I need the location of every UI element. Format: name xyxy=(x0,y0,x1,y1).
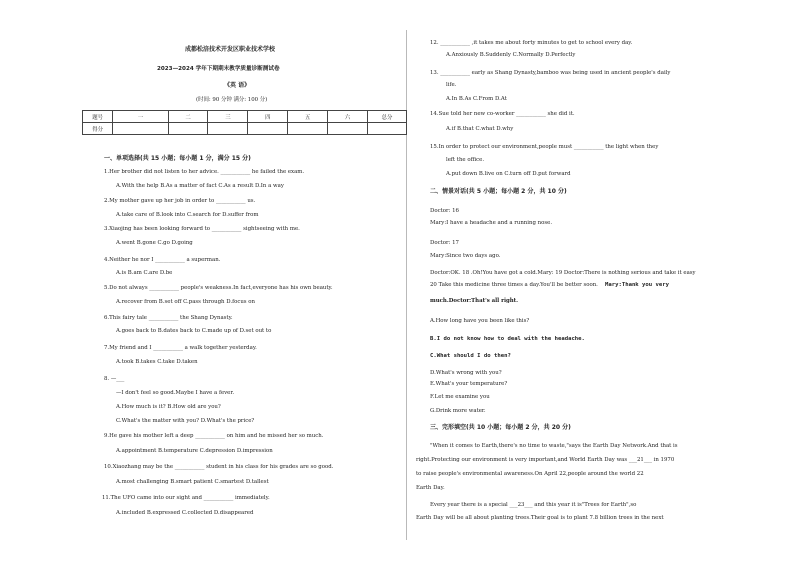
passage-line: Every year there is a special ___23___ and this year it is"Trees for Earth",so xyxy=(430,502,637,508)
question-7: 7.My friend and I ___________ a walk together yesterday. xyxy=(104,345,257,351)
score-value-row xyxy=(83,123,407,135)
option-a: A.How long have you been like this? xyxy=(430,318,530,324)
dialogue-line: 20 Take this medicine three times a day.You'll be better soon. xyxy=(430,282,598,288)
question-1: 1.Her brother did not listen to her advice. ___________ he failed the exam. xyxy=(104,169,305,175)
q15-continuation: left the office. xyxy=(446,157,485,163)
q13-options: A.In B.As C.From D.At xyxy=(446,96,507,102)
score-cell: 一 xyxy=(113,111,168,123)
dialogue-line: Mary:I have a headache and a running nose. xyxy=(430,220,553,226)
column-divider xyxy=(406,30,407,540)
q12-options: A.Anxiously B.Suddenly C.Normally D.Perfectly xyxy=(446,52,576,58)
q2-options: A.take care of B.look into C.search for D.suffer from xyxy=(116,212,259,218)
passage-line: right.Protecting our environment is very important,and World Earth Day was ___21___ in 1970 xyxy=(416,457,675,463)
subject-title: 《英 语》 xyxy=(224,82,251,89)
q8-reply: —I don't feel so good.Maybe I have a fever. xyxy=(116,390,235,396)
q9-options: A.appointment B.temperature C.depression D.impression xyxy=(116,448,273,454)
question-11: 11.The UFO came into our sight and ___________ immediately. xyxy=(102,495,270,501)
option-d: D.What's wrong with you? xyxy=(430,370,502,376)
score-table xyxy=(82,110,407,135)
term-title: 2023—2024 学年下期期末教学质量诊断测试卷 xyxy=(157,66,280,72)
dialogue-line: Doctor: 16 xyxy=(430,208,459,214)
q8-options-cd: C.What's the matter with you? D.What's the price? xyxy=(116,418,255,424)
question-3: 3.Xiaojing has been looking forward to ___________ sightseeing with me. xyxy=(104,226,300,232)
q6-options: A.goes back to B.dates back to C.made up of D.set out to xyxy=(116,328,272,334)
section2-heading: 二、情景对话(共 5 小题；每小题 2 分，共 10 分) xyxy=(430,188,567,195)
q4-options: A.is B.am C.are D.be xyxy=(116,270,173,276)
score-cell: 题号 xyxy=(83,111,113,123)
score-cell: 六 xyxy=(328,111,368,123)
score-cell: 四 xyxy=(248,111,288,123)
option-g: G.Drink more water. xyxy=(430,408,486,414)
dialogue-line: Mary:Since two days ago. xyxy=(430,253,501,259)
score-cell: 总分 xyxy=(368,111,407,123)
q11-options: A.included B.expressed C.collected D.disappeared xyxy=(116,510,254,516)
school-title: 成都松涪技术开发区职业技术学校 xyxy=(185,46,276,53)
question-2: 2.My mother gave up her job in order to ___________ us. xyxy=(104,198,256,204)
q1-options: A.With the help B.As a matter of fact C.As a result D.In a way xyxy=(116,183,284,189)
score-blank[interactable] xyxy=(168,123,208,135)
dialogue-line: Doctor:OK. 18 .Oh!You have got a cold.Mary: 19 Doctor:There is nothing serious and take it easy xyxy=(430,270,696,276)
score-header-row xyxy=(83,111,407,123)
question-15: 15.In order to protect our environment,people must ___________ the light when they xyxy=(430,144,659,150)
q10-options: A.most challenging B.smart patient C.smartest D.tallest xyxy=(116,479,269,485)
exam-time: (时间: 90 分钟 满分: 100 分) xyxy=(196,97,268,103)
q3-options: A.went B.gone C.go D.going xyxy=(116,240,193,246)
option-c: C.What should I do then? xyxy=(430,353,511,359)
question-12: 12. ___________ ,it takes me about forty minutes to get to school every day. xyxy=(430,40,633,46)
q14-options: A.if B.that C.what D.why xyxy=(446,126,514,132)
q8-options-ab: A.How much is it? B.How old are you? xyxy=(116,404,221,410)
q13-continuation: life. xyxy=(446,82,457,88)
score-cell: 二 xyxy=(168,111,208,123)
question-14: 14.Sue told her new co-worker ___________ she did it. xyxy=(430,111,575,117)
option-b: B.I do not know how to deal with the headache. xyxy=(430,336,585,342)
question-10: 10.Xiaozhang may be the ___________ student in his class for his grades are so good. xyxy=(104,464,334,470)
score-blank[interactable] xyxy=(288,123,328,135)
option-f: F.Let me examine you xyxy=(430,394,490,400)
q5-options: A.recover from B.set off C.pass through D.focus on xyxy=(116,299,256,305)
score-blank[interactable] xyxy=(368,123,407,135)
score-blank[interactable] xyxy=(113,123,168,135)
passage-line: to raise people's environmental awareness.On April 22,people around the world 22 xyxy=(416,471,644,477)
passage-line: "When it comes to Earth,there's no time to waste,"says the Earth Day Network.And that is xyxy=(430,443,678,449)
score-blank[interactable] xyxy=(328,123,368,135)
score-cell: 五 xyxy=(288,111,328,123)
score-label: 得分 xyxy=(83,123,113,135)
passage-line: Earth Day will be all about planting trees.Their goal is to plant 7.8 billion trees in the next xyxy=(416,515,664,521)
score-blank[interactable] xyxy=(208,123,248,135)
dialogue-line: much.Doctor:That's all right. xyxy=(430,298,519,304)
question-9: 9.He gave his mother left a deep ___________ on him and he missed her so much. xyxy=(104,433,324,439)
q7-options: A.took B.takes C.take D.taken xyxy=(116,359,198,365)
question-13: 13. ___________ early as Shang Dynasty,bamboo was being used in ancient people's daily xyxy=(430,70,671,76)
question-5: 5.Do not always ___________ people's weakness.In fact,everyone has his own beauty. xyxy=(104,285,333,291)
dialogue-line-mary: Mary:Thank you very xyxy=(605,282,669,288)
question-4: 4.Neither he nor I ___________ a superman. xyxy=(104,257,221,263)
question-6: 6.This fairy tale ___________ the Shang Dynasty. xyxy=(104,315,233,321)
score-blank[interactable] xyxy=(248,123,288,135)
option-e: E.What's your temperature? xyxy=(430,381,508,387)
question-8: 8. —___ xyxy=(104,376,125,382)
q15-options: A.put down B.live on C.turn off D.put forward xyxy=(446,171,571,177)
dialogue-line: Doctor: 17 xyxy=(430,240,459,246)
passage-line: Earth Day. xyxy=(416,485,445,491)
score-cell: 三 xyxy=(208,111,248,123)
section1-heading: 一、单项选择(共 15 小题；每小题 1 分，满分 15 分) xyxy=(104,155,251,162)
section3-heading: 三、完形填空(共 10 小题；每小题 2 分，共 20 分) xyxy=(430,424,571,431)
